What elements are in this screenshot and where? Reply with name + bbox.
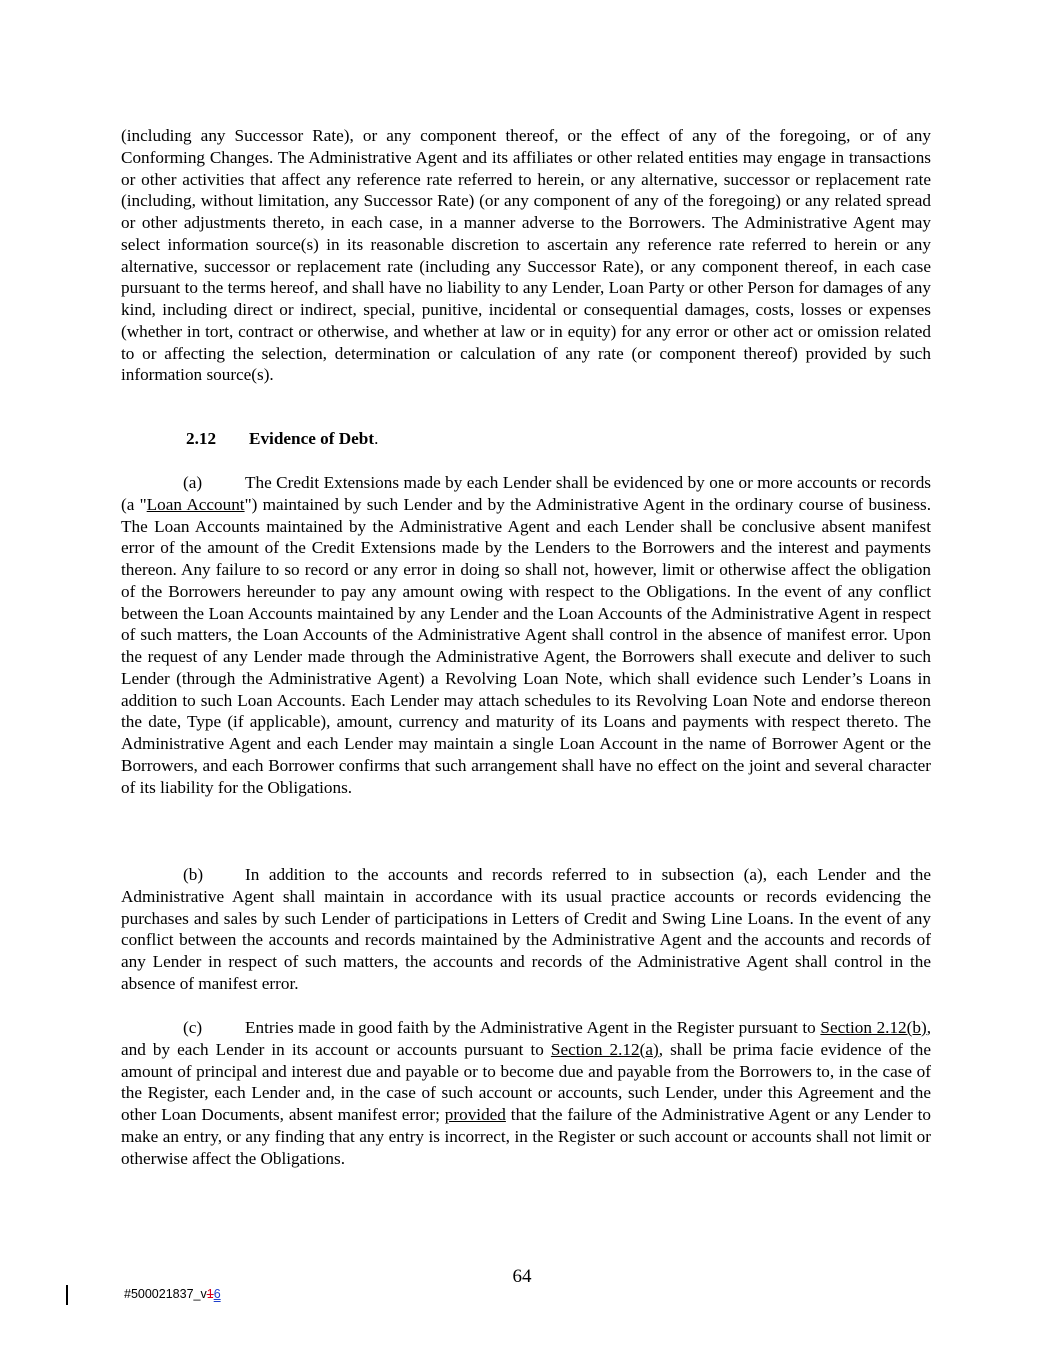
document-id: [124, 1287, 221, 1301]
continuation-paragraph: (including any Successor Rate), or any component thereof, or the effect of any of the foregoing, or of any Conforming Changes. The Administrative Agent and its affiliates or other related entities may engage in transactions or other activities that affect any reference rate referred to herein, or any alternative, successor or replacement rate (including, without limitation, any Successor Rate) (or any component of any of the foregoing) or any related spread or other adjustments thereto, in each case, in a manner adverse to the Borrowers. The Administrative Agent may select information source(s) in its reasonable discretion to ascertain any reference rate referred to herein or any alternative, successor or replacement rate (including any Successor Rate), or any component thereof, in each case pursuant to the terms hereof, and shall have no liability to any Lender, Loan Party or other Person for damages of any kind, including direct or indirect, special, punitive, incidental or consequential damages, costs, losses or expenses (whether in tort, contract or otherwise, and whether at law or in equity) for any error or other act or omission related to or affecting the selection, determination or calculation of any rate (or component thereof) provided by such information source(s).: [121, 126, 931, 385]
paragraph-c-label: (c): [183, 1018, 203, 1037]
paragraph-c-text-1: Entries made in good faith by the Administrative Agent in the Register pursuant to: [245, 1018, 821, 1037]
section-title: Evidence of Debt: [249, 429, 375, 448]
document-id-prefix: #500021837_v: [124, 1287, 207, 1301]
paragraph-a-text-2: ") maintained by such Lender and by the Administrative Agent in the ordinary course of business. The Loan Accounts maintained by the Administrative Agent and each Lender shall be conclusive absent manifest error of the amount of the Credit Extensions made by the Lenders to the Borrowers and the interest and payments thereon. Any failure to so record or any error in doing so shall not, however, limit or otherwise affect the obligation of the Borrowers hereunder to pay any amount owing with respect to the Obligations. In the event of any conflict between the Loan Accounts maintained by any Lender and the Loan Accounts of the Administrative Agent in respect of such matters, the Loan Accounts of the Administrative Agent shall control in the absence of manifest error. Upon the request of any Lender made through the Administrative Agent, the Borrowers shall execute and deliver to such Lender (through the Administrative Agent) a Revolving Loan Note, which shall evidence such Lender’s Loans in addition to such Loan Accounts. Each Lender may attach schedules to its Revolving Loan Note and endorse thereon the date, Type (if applicable), amount, currency and maturity of its Loans and payments with respect thereto. The Administrative Agent and each Lender may maintain a single Loan Account in the name of Borrower Agent or the Borrowers, and each Borrower confirms that such arrangement shall have no effect on the joint and several character of its liability for the Obligations.: [121, 494, 931, 797]
section-reference-2-12-a: Section 2.12(a): [550, 1039, 659, 1059]
paragraph-b-label: (b): [183, 865, 204, 884]
paragraph-a-label: (a): [183, 473, 203, 492]
paragraph-c-text-3: , shall be prima facie evidence of the amount of principal and interest due and payable or to become due and payable from the Borrowers to, in the case of the Register, each Lender and, in the case of such account or accounts, such Lender, under this Agreement and the other Loan Documents, absent manifest error;: [121, 1039, 931, 1124]
paragraph-b-text: In addition to the accounts and records referred to in subsection (a), each Lender and the Administrative Agent shall maintain in accordance with its usual practice accounts or records evidencing the purchases and sales by such Lender of participations in Letters of Credit and Swing Line Loans. In the event of any conflict between the accounts and records maintained by the Administrative Agent and the accounts and records of any Lender in respect of such matters, the accounts and records of the Administrative Agent shall control in the absence of manifest error.: [121, 865, 931, 993]
revision-change-bar: [66, 1285, 68, 1305]
paragraph-c-text-2: , and by each Lender in its account or accounts pursuant to: [121, 1018, 931, 1059]
paragraph-a: [121, 472, 931, 798]
section-number: 2.12: [186, 429, 217, 448]
paragraph-b: [121, 864, 931, 995]
provided-term: provided: [444, 1105, 506, 1124]
section-reference-2-12-b: Section 2.12(b): [820, 1018, 927, 1037]
inserted-version-number: 6: [213, 1287, 221, 1301]
paragraph-c: [121, 1017, 931, 1169]
loan-account-defined-term: Loan Account: [146, 494, 245, 514]
paragraph-a-text-1: The Credit Extensions made by each Lender shall be evidenced by one or more accounts or records (a ": [121, 473, 931, 514]
deleted-version-number: 1: [206, 1287, 214, 1301]
paragraph-c-text-4: that the failure of the Administrative Agent or any Lender to make an entry, or any finding that any entry is incorrect, in the Register or such account or accounts shall not limit or otherwise affect the Obligations.: [121, 1105, 931, 1168]
section-heading: [186, 428, 378, 450]
page-number: 64: [512, 1266, 532, 1287]
section-title-suffix: .: [374, 429, 379, 448]
